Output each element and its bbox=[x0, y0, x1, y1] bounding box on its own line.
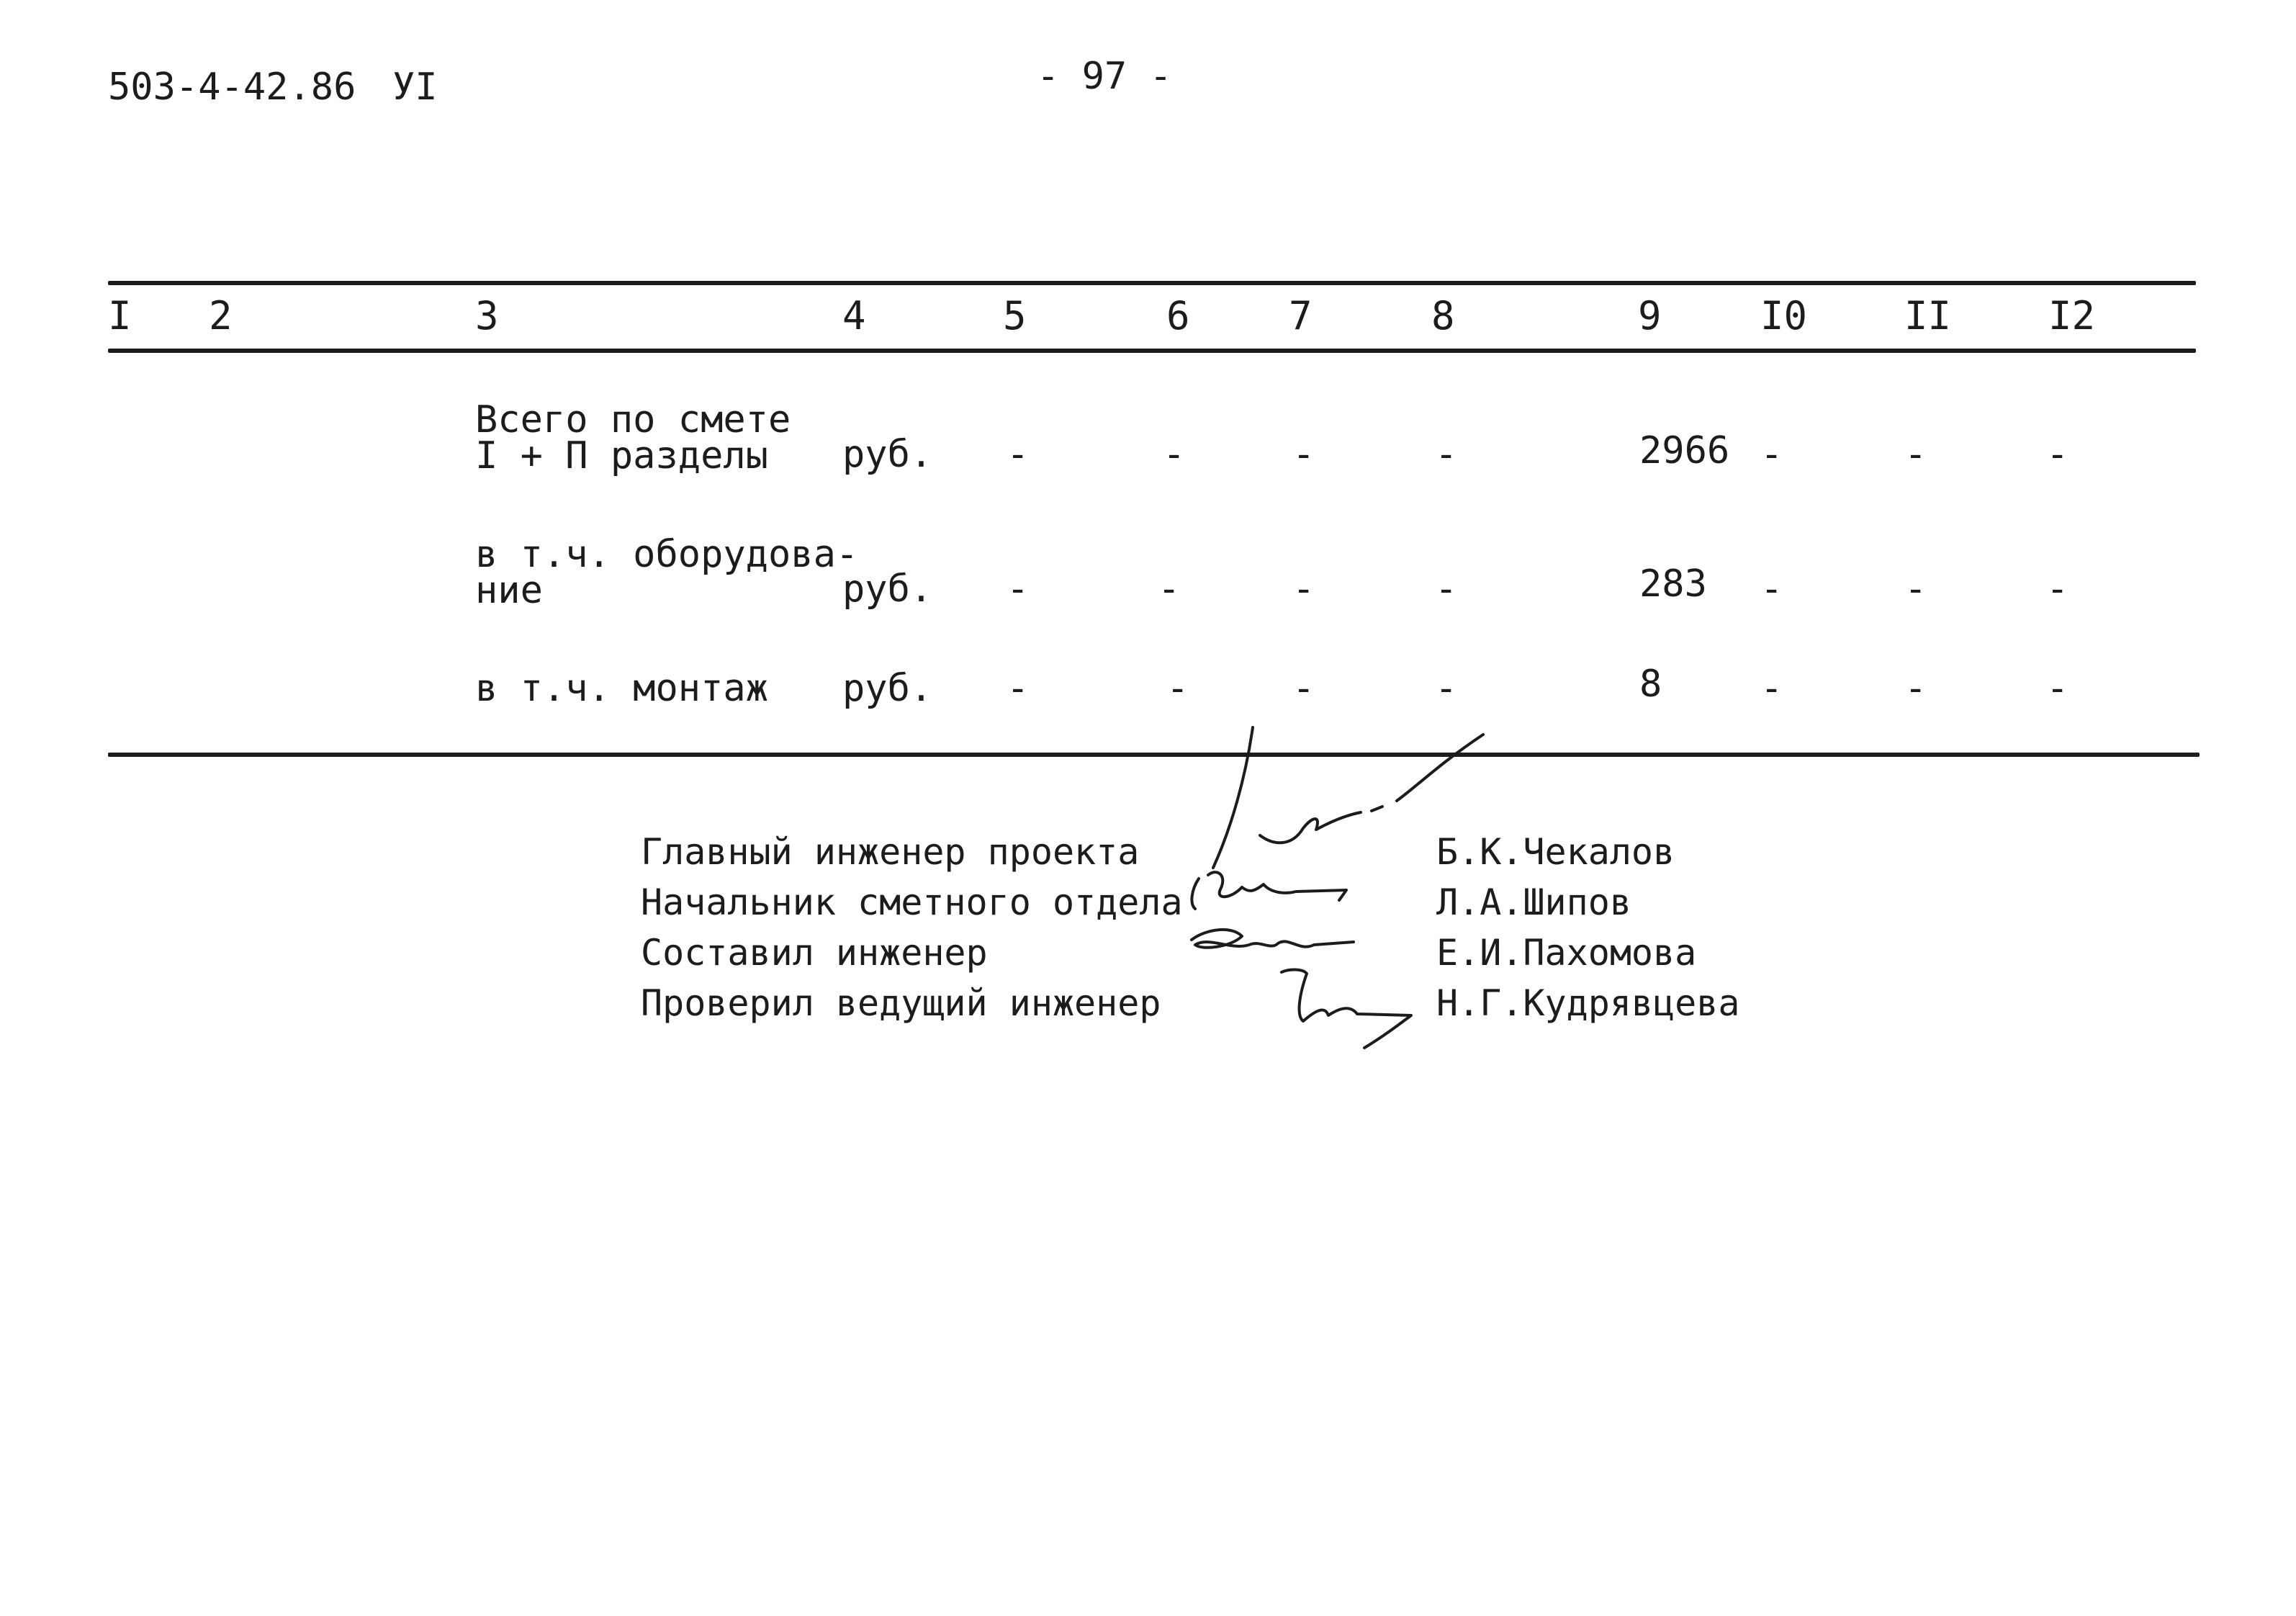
signature-compiler bbox=[1192, 930, 1354, 948]
cell-col10: - bbox=[1760, 667, 1783, 710]
signatory-role: Проверил ведущий инженер bbox=[641, 982, 1161, 1024]
column-number: I bbox=[108, 293, 132, 338]
signatory-name: Б.К.Чекалов bbox=[1436, 831, 1675, 873]
cell-col9: 283 bbox=[1639, 562, 1707, 606]
row-label: в т.ч. монтаж bbox=[475, 667, 768, 710]
cell-col12: - bbox=[2046, 667, 2069, 710]
row-label: в т.ч. оборудова- ние bbox=[475, 533, 859, 612]
cell-col11: - bbox=[1904, 567, 1927, 611]
cell-col5: - bbox=[1007, 433, 1030, 476]
column-number: 2 bbox=[209, 293, 233, 338]
cell-col7: - bbox=[1292, 667, 1315, 710]
cell-col11: - bbox=[1904, 433, 1927, 476]
signatory-role: Составил инженер bbox=[641, 932, 988, 974]
cell-col8: - bbox=[1435, 667, 1458, 710]
cell-col5: - bbox=[1007, 567, 1030, 611]
cell-col12: - bbox=[2046, 567, 2069, 611]
cell-col6: - bbox=[1158, 567, 1181, 611]
column-number: II bbox=[1904, 293, 1952, 338]
cell-col11: - bbox=[1904, 667, 1927, 710]
cell-col12: - bbox=[2046, 433, 2069, 476]
signatory-name: Е.И.Пахомова bbox=[1436, 932, 1697, 974]
section-number: УI bbox=[392, 66, 438, 109]
cell-col7: - bbox=[1292, 567, 1315, 611]
column-number: I0 bbox=[1760, 293, 1808, 338]
cell-col7: - bbox=[1292, 433, 1315, 476]
cell-col10: - bbox=[1760, 433, 1783, 476]
cell-col9: 8 bbox=[1639, 663, 1662, 706]
signatory-role: Главный инженер проекта bbox=[641, 831, 1140, 873]
signatory-role: Начальник сметного отдела bbox=[641, 881, 1183, 923]
row-unit: руб. bbox=[842, 433, 933, 476]
table-header-rule bbox=[108, 349, 2196, 353]
handwritten-signatures bbox=[1123, 720, 1570, 1080]
row-unit: руб. bbox=[842, 567, 933, 611]
cell-col9: 2966 bbox=[1639, 429, 1730, 472]
column-number: 5 bbox=[1003, 293, 1027, 338]
column-number: I2 bbox=[2048, 293, 2096, 338]
column-number: 8 bbox=[1431, 293, 1455, 338]
document-code: 503-4-42.86 bbox=[108, 66, 356, 109]
column-number: 9 bbox=[1638, 293, 1662, 338]
column-number: 7 bbox=[1289, 293, 1313, 338]
column-number: 4 bbox=[842, 293, 866, 338]
table-top-rule bbox=[108, 281, 2196, 285]
signatory-name: Л.А.Шипов bbox=[1436, 881, 1631, 923]
signature-chief-engineer bbox=[1213, 727, 1483, 868]
cell-col8: - bbox=[1435, 567, 1458, 611]
cell-col6: - bbox=[1166, 667, 1189, 710]
cell-col10: - bbox=[1760, 567, 1783, 611]
column-number: 6 bbox=[1166, 293, 1190, 338]
column-number: 3 bbox=[475, 293, 499, 338]
signature-lead-engineer bbox=[1282, 969, 1411, 1048]
cell-col8: - bbox=[1435, 433, 1458, 476]
signatory-name: Н.Г.Кудрявцева bbox=[1436, 982, 1740, 1024]
row-unit: руб. bbox=[842, 667, 933, 710]
cell-col5: - bbox=[1007, 667, 1030, 710]
page-number: - 97 - bbox=[1037, 55, 1172, 98]
row-label: Всего по смете I + П разделы bbox=[475, 398, 791, 477]
cell-col6: - bbox=[1163, 433, 1186, 476]
signature-estimate-head bbox=[1192, 872, 1346, 909]
